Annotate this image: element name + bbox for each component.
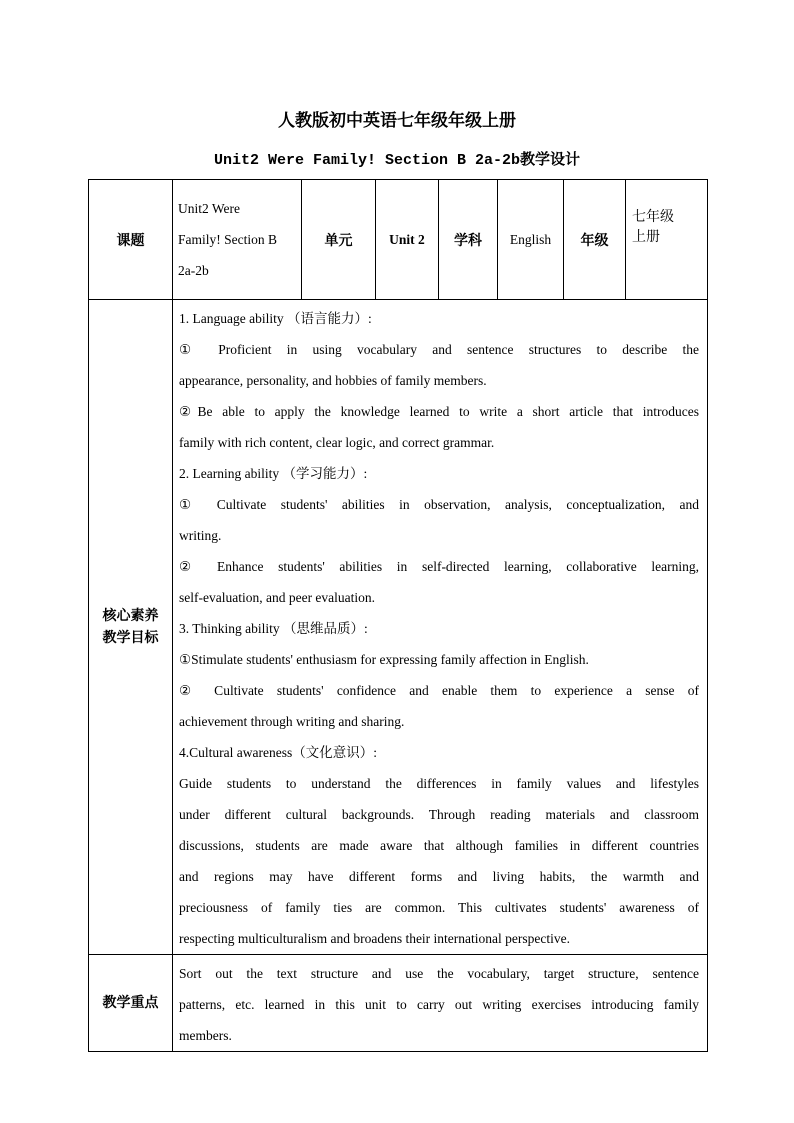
topic-line: Unit2 Were xyxy=(178,201,241,216)
key-points-content xyxy=(173,955,708,1052)
subtitle-cn: 教学设计 xyxy=(520,150,581,168)
objective-line: ② Cultivate students' confidence and enable them to experience a sense of xyxy=(179,683,699,698)
objective-line: family with rich content, clear logic, and correct grammar. xyxy=(179,435,495,450)
grade-value xyxy=(626,180,708,300)
objective-line: 4.Cultural awareness（文化意识）: xyxy=(179,745,377,760)
objective-line: 3. Thinking ability （思维品质）: xyxy=(179,621,368,636)
objective-line: respecting multiculturalism and broadens their international perspective. xyxy=(179,931,570,946)
key-points-label: 教学重点 xyxy=(89,955,173,1052)
objective-line: ②Be able to apply the knowledge learned to write a short article that introduces xyxy=(179,404,699,419)
objective-line: under different cultural backgrounds. Through reading materials and classroom xyxy=(179,807,699,822)
objective-line: 2. Learning ability （学习能力）: xyxy=(179,466,368,481)
objective-line: appearance, personality, and hobbies of family members. xyxy=(179,373,487,388)
topic-line: Family! Section B xyxy=(178,232,277,247)
lesson-plan-table xyxy=(88,179,708,1052)
key-point-line: members. xyxy=(179,1028,232,1043)
objectives-label xyxy=(89,300,173,955)
objectives-row xyxy=(89,300,708,955)
objective-line: ① Cultivate students' abilities in observation, analysis, conceptualization, and xyxy=(179,497,699,512)
page-title: 人教版初中英语七年级年级上册 xyxy=(278,111,516,131)
objectives-label-line: 核心素养 xyxy=(102,608,159,624)
objective-line: self-evaluation, and peer evaluation. xyxy=(179,590,376,605)
objective-line: and regions may have different forms and living habits, the warmth and xyxy=(179,869,699,884)
subtitle-en: Unit2 Were Family! Section B 2a-2b xyxy=(213,152,521,169)
objective-line: 1. Language ability （语言能力）: xyxy=(179,311,372,326)
objective-line: discussions, students are made aware that although families in different countries xyxy=(179,838,699,853)
objective-line: ① Proficient in using vocabulary and sentence structures to describe the xyxy=(179,342,699,357)
objective-line: Guide students to understand the differences in family values and lifestyles xyxy=(179,776,699,791)
grade-line: 七年级 xyxy=(632,209,674,225)
grade-line: 上册 xyxy=(632,229,660,245)
subject-value: English xyxy=(498,180,564,300)
key-point-line: Sort out the text structure and use the vocabulary, target structure, sentence xyxy=(179,966,699,981)
unit-value: Unit 2 xyxy=(376,180,439,300)
header-row xyxy=(89,180,708,300)
objectives-content xyxy=(173,300,708,955)
topic-value xyxy=(173,180,302,300)
unit-label: 单元 xyxy=(302,180,376,300)
objective-line: preciousness of family ties are common. This cultivates students' awareness of xyxy=(179,900,699,915)
objective-line: ①Stimulate students' enthusiasm for expressing family affection in English. xyxy=(179,652,589,667)
page-subtitle xyxy=(0,148,794,169)
topic-label: 课题 xyxy=(89,180,173,300)
objective-line: achievement through writing and sharing. xyxy=(179,714,405,729)
grade-label: 年级 xyxy=(564,180,626,300)
key-points-row xyxy=(89,955,708,1052)
objectives-label-line: 教学目标 xyxy=(102,630,159,646)
objective-line: ② Enhance students' abilities in self-directed learning, collaborative learning, xyxy=(179,559,699,574)
topic-line: 2a-2b xyxy=(178,263,209,278)
key-point-line: patterns, etc. learned in this unit to carry out writing exercises introducing family xyxy=(179,997,699,1012)
subject-label: 学科 xyxy=(439,180,498,300)
objective-line: writing. xyxy=(179,528,222,543)
